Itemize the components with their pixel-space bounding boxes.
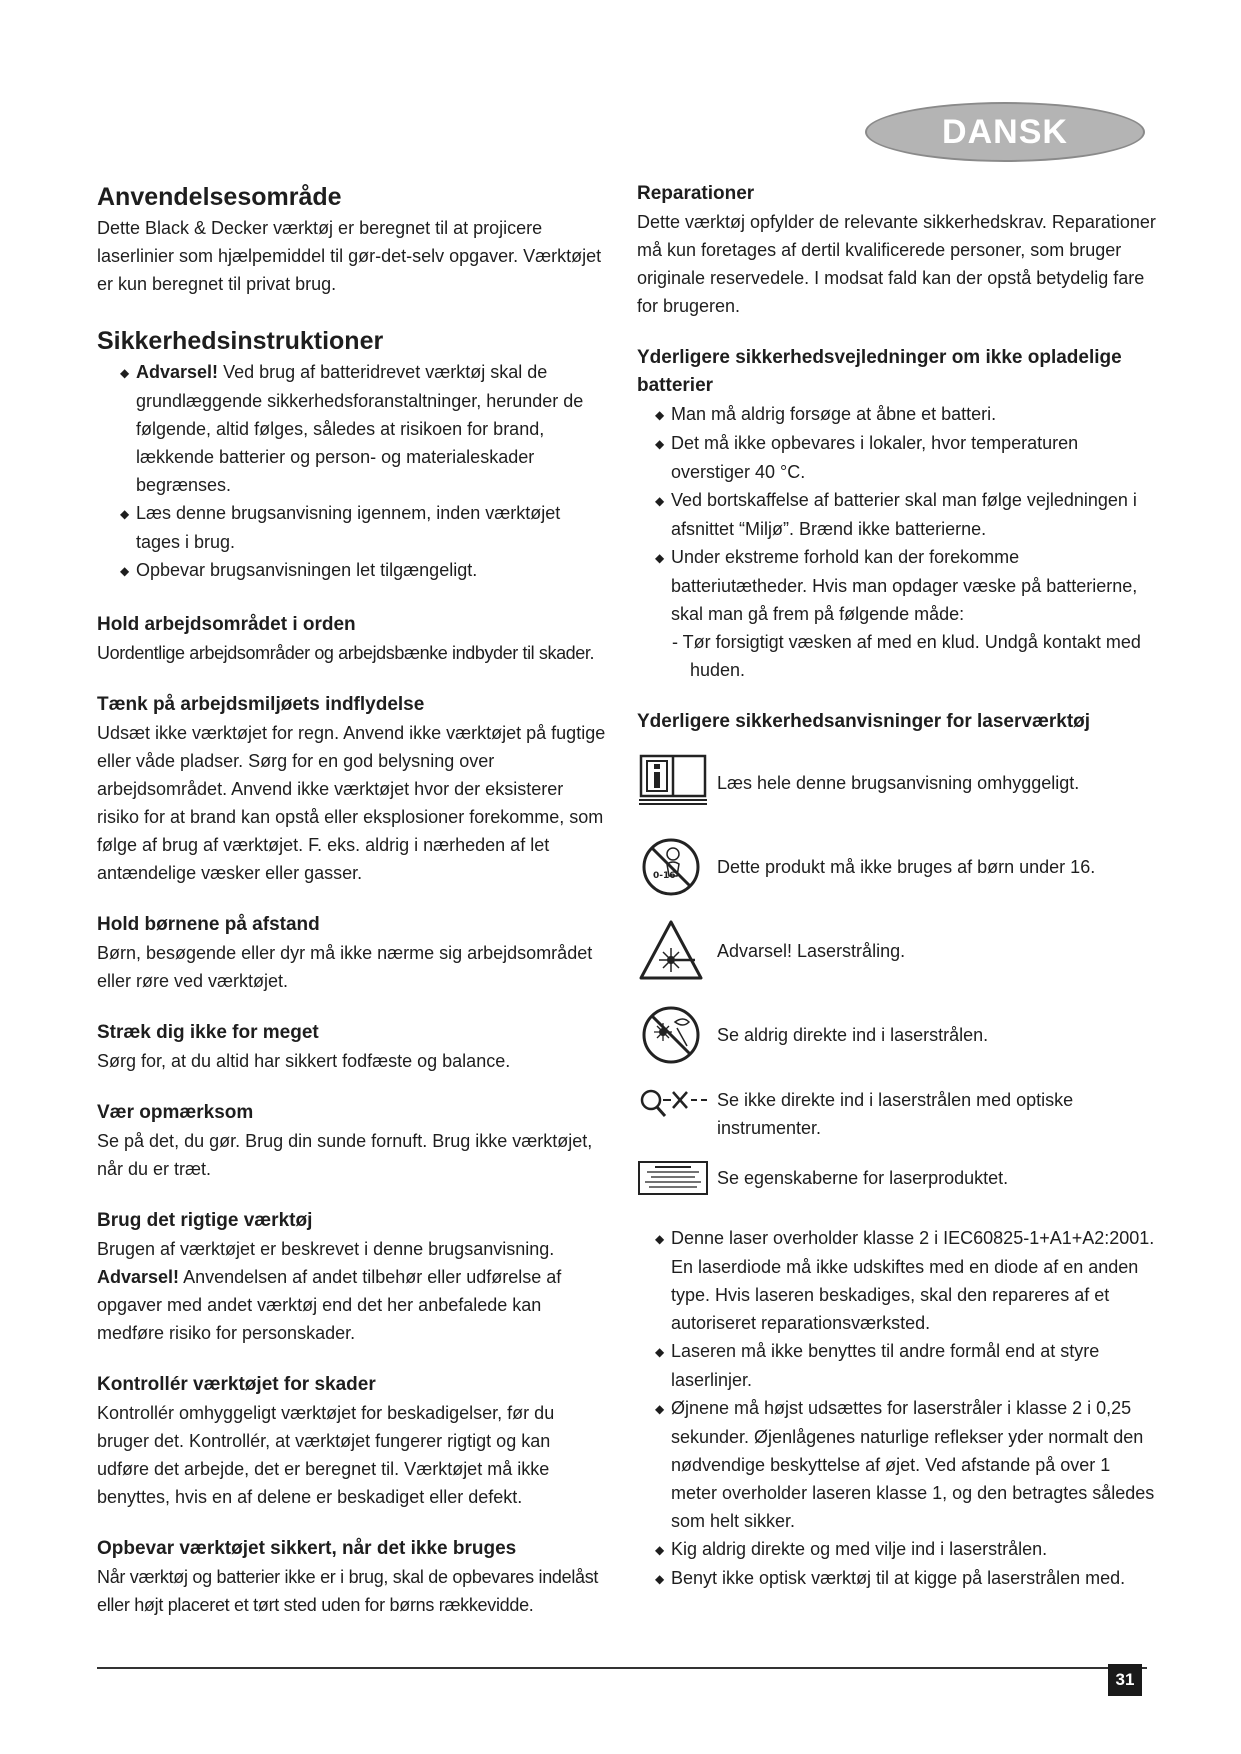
section-heading: Opbevar værktøjet sikkert, når det ikke bruges (97, 1538, 517, 1559)
list-item (637, 486, 1157, 543)
section-text (97, 1235, 607, 1347)
list-item-text: Det må ikke opbevares i lokaler, hvor temperaturen overstiger 40 °C. (671, 433, 1079, 482)
overreach-section (97, 1019, 607, 1075)
section-heading: Anvendelsesområde (97, 183, 342, 211)
section-text: Sørg for, at du altid har sikkert fodfæste og balance. (97, 1051, 511, 1071)
symbol-text: Læs hele denne brugsanvisning omhyggeligt. (717, 773, 1080, 793)
bullet-icon: ◆ (120, 507, 130, 521)
section-text: Dette værktøj opfylder de relevante sikkerhedskrav. Reparationer må kun foretages af dertil kvalificerede personer, som bruger originale reservedele. I modsat fald kan der opstå betydelig fare for brugeren. (637, 212, 1156, 316)
section-text: Dette Black & Decker værktøj er beregnet til at projicere laserlinier som hjælpemiddel til gør-det-selv opgaver. Værktøjet er kun beregnet til privat brug. (97, 218, 602, 294)
list-item-text: Laseren må ikke benyttes til andre formål end at styre laserlinjer. (671, 1341, 1100, 1390)
no-optics-icon (637, 1086, 709, 1126)
warning-text: Ved brug af batteridrevet værktøj skal de grundlæggende sikkerhedsforanstaltninger, herunder de følgende, altid følges, således at risikoen for brand, lækkende batterier og person- og materialeskader begrænses. (136, 362, 584, 495)
storage-section (97, 1535, 607, 1619)
alert-section (97, 1099, 607, 1183)
bullet-icon: ◆ (120, 564, 130, 578)
laser-section (637, 708, 1157, 1593)
bullet-list (97, 358, 607, 585)
text-part: Brugen af værktøjet er beskrevet i denne brugsanvisning. (97, 1239, 555, 1259)
list-item-text: Man må aldrig forsøge at åbne et batteri. (671, 404, 997, 424)
list-item-text: Øjnene må højst udsættes for laserstråler i klasse 2 i 0,25 sekunder. Øjenlågenes naturlige reflekser yder normalt den nødvendige beskyttelse af øjet. Ved afstande på over 1 meter overholder laseren klasse 1, og den betragtes således som helt sikker. (671, 1398, 1155, 1531)
list-item-text: Ved bortskaffelse af batterier skal man følge vejledningen i afsnittet “Miljø”. Brænd ikke batterierne. (671, 490, 1137, 539)
list-item (637, 543, 1157, 628)
bullet-icon: ◆ (655, 551, 665, 565)
no-stare-icon (637, 1002, 709, 1068)
section-heading: Vær opmærksom (97, 1102, 254, 1123)
symbol-text: Se egenskaberne for laserproduktet. (717, 1168, 1009, 1188)
list-item (102, 556, 607, 585)
age-restriction-label: 0-16 (653, 871, 676, 881)
language-tab: DANSK (865, 102, 1145, 162)
bullet-icon: ◆ (655, 408, 665, 422)
intended-use-section (97, 180, 607, 298)
laser-label-icon (637, 1158, 709, 1198)
environment-section (97, 691, 607, 887)
symbol-text: Advarsel! Laserstråling. (717, 941, 906, 961)
section-heading: Kontrollér værktøjet for skader (97, 1374, 376, 1395)
section-text: Uordentlige arbejdsområder og arbejdsbænke indbyder til skader. (97, 643, 595, 663)
section-text: Kontrollér omhyggeligt værktøjet for beskadigelser, før du bruger det. Kontrollér, at værktøjet fungerer rigtigt og kan udføre det arbejde, det er beregnet til. Værktøjet må ikke benyttes, hvis en af delene er beskadiget eller defekt. (97, 1403, 555, 1507)
list-item (637, 400, 1157, 429)
safety-section (97, 324, 607, 585)
section-heading: Sikkerhedsinstruktioner (97, 327, 384, 355)
section-text: Når værktøj og batterier ikke er i brug, skal de opbevares indelåst eller højt placeret et tørt sted uden for børns rækkevidde. (97, 1567, 599, 1615)
symbol-row (637, 750, 1157, 816)
bullet-icon: ◆ (655, 1345, 665, 1359)
manual-icon (637, 750, 709, 816)
bullet-icon: ◆ (655, 1543, 665, 1557)
section-text: Børn, besøgende eller dyr må ikke nærme sig arbejdsområdet eller røre ved værktøjet. (97, 943, 593, 991)
work-area-section (97, 611, 607, 667)
list-item-text: Denne laser overholder klasse 2 i IEC60825-1+A1+A2:2001. En laserdiode må ikke udskiftes med en diode af en anden type. Hvis laseren beskadiges, skal den repareres af et autoriseret reparationsværksted. (671, 1228, 1155, 1333)
list-item (637, 1564, 1157, 1593)
section-heading: Yderligere sikkerhedsvejledninger om ikke opladelige batterier (637, 347, 1122, 396)
warning-label: Advarsel! (136, 362, 219, 382)
symbol-row (637, 918, 1157, 984)
symbol-text: Dette produkt må ikke bruges af børn under 16. (717, 857, 1096, 877)
section-text: Se på det, du gør. Brug din sunde fornuft. Brug ikke værktøjet, når du er træt. (97, 1131, 593, 1179)
symbol-text: Se ikke direkte ind i laserstrålen med optiske instrumenter. (717, 1090, 1074, 1138)
section-heading: Tænk på arbejdsmiljøets indflydelse (97, 694, 425, 715)
list-item-text: Under ekstreme forhold kan der forekomme batteriutætheder. Hvis man opdager væske på batterierne, skal man gå frem på følgende måde: (671, 547, 1138, 624)
sub-item: - Tør forsigtigt væsken af med en klud. Undgå kontakt med huden. (672, 632, 1141, 680)
bullet-list (637, 400, 1157, 628)
symbol-row (637, 1002, 1157, 1068)
section-heading: Hold arbejdsområdet i orden (97, 614, 356, 635)
check-damage-section (97, 1371, 607, 1511)
bullet-list (637, 1224, 1157, 1593)
children-section (97, 911, 607, 995)
section-text: Udsæt ikke værktøjet for regn. Anvend ikke værktøjet på fugtige eller våde pladser. Sørg for en god belysning over arbejdsområdet. Anvend ikke værktøjet hvor der eksisterer risiko for at brand kan opstå eller eksplosioner forekomme, som følge af brug af værktøjet. F. eks. aldrig i nærheden af let antændelige væsker eller gasser. (97, 723, 606, 883)
bullet-icon: ◆ (655, 437, 665, 451)
bullet-icon: ◆ (655, 1232, 665, 1246)
section-heading: Reparationer (637, 183, 755, 204)
list-item-text: Benyt ikke optisk værktøj til at kigge på laserstrålen med. (671, 1568, 1126, 1588)
warning-label: Advarsel! (97, 1267, 180, 1287)
symbol-row (637, 1158, 1157, 1198)
section-heading: Hold børnene på afstand (97, 914, 320, 935)
section-heading: Yderligere sikkerhedsanvisninger for laserværktøj (637, 711, 1091, 732)
text-part: Anvendelsen af andet tilbehør eller udførelse af opgaver med andet værktøj end det her anbefalede kan medføre risiko for personskader. (97, 1267, 562, 1343)
page-number: 31 (1108, 1664, 1142, 1696)
bullet-icon: ◆ (655, 1572, 665, 1586)
bullet-icon: ◆ (655, 1402, 665, 1416)
symbol-text: Se aldrig direkte ind i laserstrålen. (717, 1025, 989, 1045)
list-item (637, 1337, 1157, 1394)
list-item (102, 358, 607, 499)
list-item-text: Kig aldrig direkte og med vilje ind i laserstrålen. (671, 1539, 1048, 1559)
no-children-icon (637, 834, 709, 900)
footer-rule (97, 1667, 1147, 1669)
right-tool-section (97, 1207, 607, 1347)
symbol-row (637, 834, 1157, 900)
section-heading: Brug det rigtige værktøj (97, 1210, 313, 1231)
list-item (637, 1394, 1157, 1535)
list-item-text: Opbevar brugsanvisningen let tilgængeligt. (136, 560, 478, 580)
bullet-icon: ◆ (120, 366, 130, 380)
right-column (637, 180, 1157, 1593)
section-heading: Stræk dig ikke for meget (97, 1022, 319, 1043)
list-item-text: Læs denne brugsanvisning igennem, inden værktøjet tages i brug. (136, 503, 561, 552)
bullet-icon: ◆ (655, 494, 665, 508)
repairs-section (637, 180, 1157, 320)
list-item (637, 1535, 1157, 1564)
list-item (102, 499, 607, 556)
list-item (637, 1224, 1157, 1337)
symbol-row (637, 1086, 1157, 1142)
battery-section (637, 344, 1157, 684)
left-column (97, 180, 607, 1619)
list-item (637, 429, 1157, 486)
laser-warning-icon (637, 918, 709, 984)
